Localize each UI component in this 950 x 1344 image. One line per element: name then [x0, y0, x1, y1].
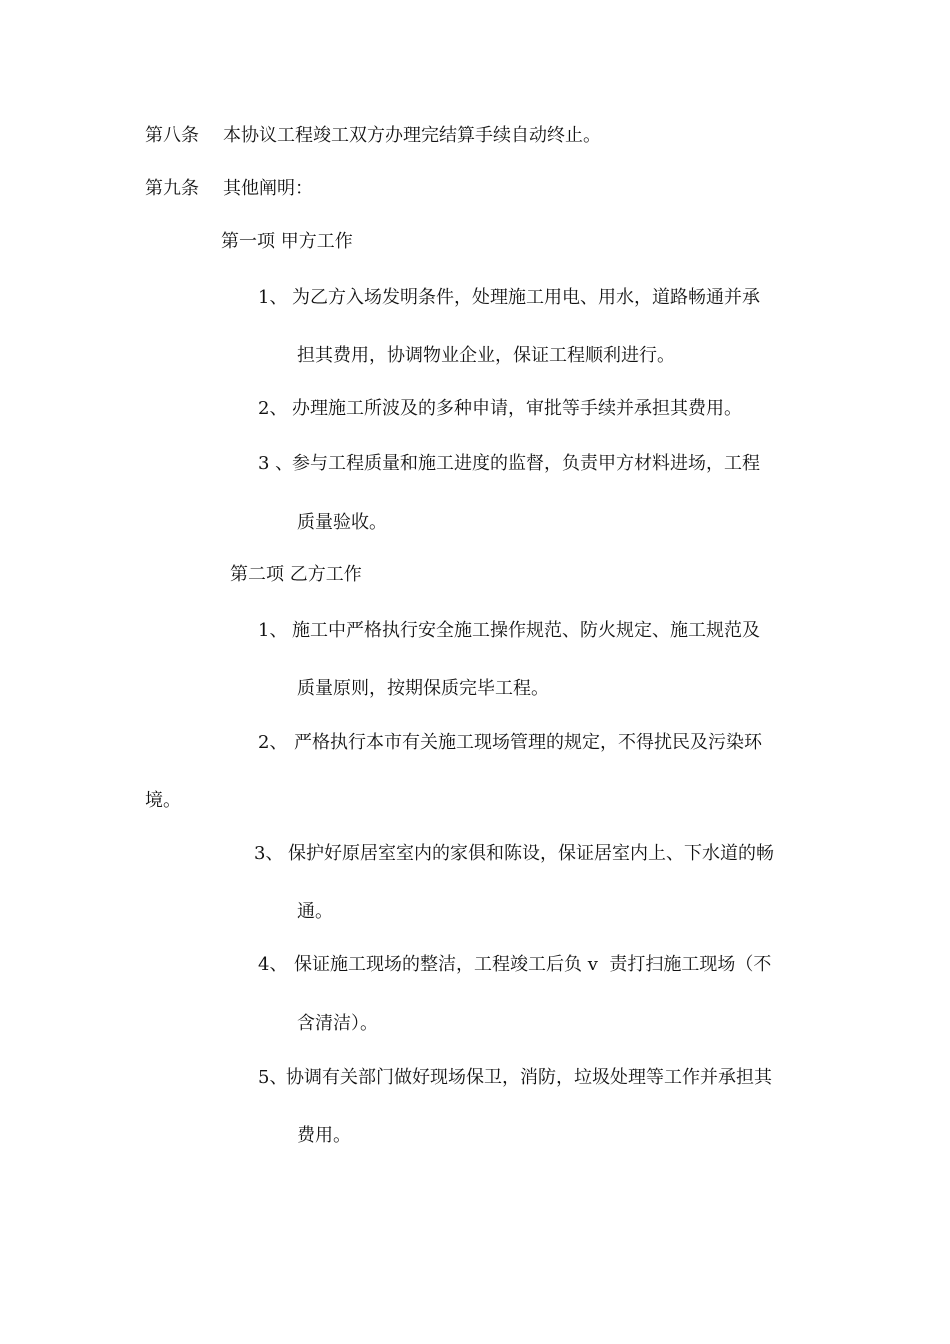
- item-number: 1、: [258, 287, 288, 308]
- item-text: 办理施工所波及的多种申请，审批等手续并承担其费用。: [292, 398, 742, 419]
- article-8: [145, 124, 601, 148]
- item-number: 3 、: [258, 453, 294, 474]
- section-1-item-2: [258, 397, 742, 421]
- article-9: [145, 177, 313, 201]
- item-text: 施工中严格执行安全施工操作规范、防火规定、施工规范及: [292, 620, 760, 641]
- article-8-text: 本协议工程竣工双方办理完结算手续自动终止。: [223, 125, 601, 146]
- item-number: 5、: [258, 1067, 288, 1088]
- item-text: 参与工程质量和施工进度的监督，负责甲方材料进场，工程: [292, 453, 760, 474]
- section-2-item-1: [258, 619, 760, 643]
- section-1-item-3-continued: 质量验收。: [297, 512, 387, 533]
- item-number: 1、: [258, 620, 288, 641]
- section-2-item-3: [254, 842, 774, 866]
- item-number: 4、: [258, 954, 288, 975]
- section-1-heading: 第一项 甲方工作: [221, 231, 353, 252]
- item-number: 3、: [254, 843, 284, 864]
- section-2-item-2: [258, 731, 762, 755]
- section-2-item-3-continued: 通。: [297, 901, 333, 922]
- section-1-item-1: [258, 286, 760, 310]
- section-2-item-2-continued: 境。: [145, 790, 181, 811]
- section-2-heading: 第二项 乙方工作: [230, 564, 362, 585]
- article-9-label: 第九条: [145, 178, 199, 199]
- item-text: 协调有关部门做好现场保卫，消防，垃圾处理等工作并承担其: [286, 1067, 772, 1088]
- section-2-item-5: [258, 1066, 772, 1090]
- article-8-label: 第八条: [145, 125, 199, 146]
- section-2-item-5-continued: 费用。: [297, 1125, 351, 1146]
- item-text: 严格执行本市有关施工现场管理的规定，不得扰民及污染环: [294, 732, 762, 753]
- item-number: 2、: [258, 398, 288, 419]
- item-text: 为乙方入场发明条件，处理施工用电、用水，道路畅通并承: [292, 287, 760, 308]
- article-9-text: 其他阐明：: [223, 178, 313, 199]
- section-1-item-3: [258, 452, 760, 476]
- item-text: 保护好原居室室内的家俱和陈设，保证居室内上、下水道的畅: [288, 843, 774, 864]
- section-1-item-1-continued: 担其费用，协调物业企业，保证工程顺利进行。: [297, 345, 675, 366]
- section-2-item-4-continued: 含清洁）。: [297, 1013, 378, 1034]
- section-2-item-4: [258, 953, 771, 977]
- item-number: 2、: [258, 732, 288, 753]
- item-text: 保证施工现场的整洁，工程竣工后负 v 责打扫施工现场（不: [294, 954, 772, 975]
- section-2-item-1-continued: 质量原则，按期保质完毕工程。: [297, 678, 549, 699]
